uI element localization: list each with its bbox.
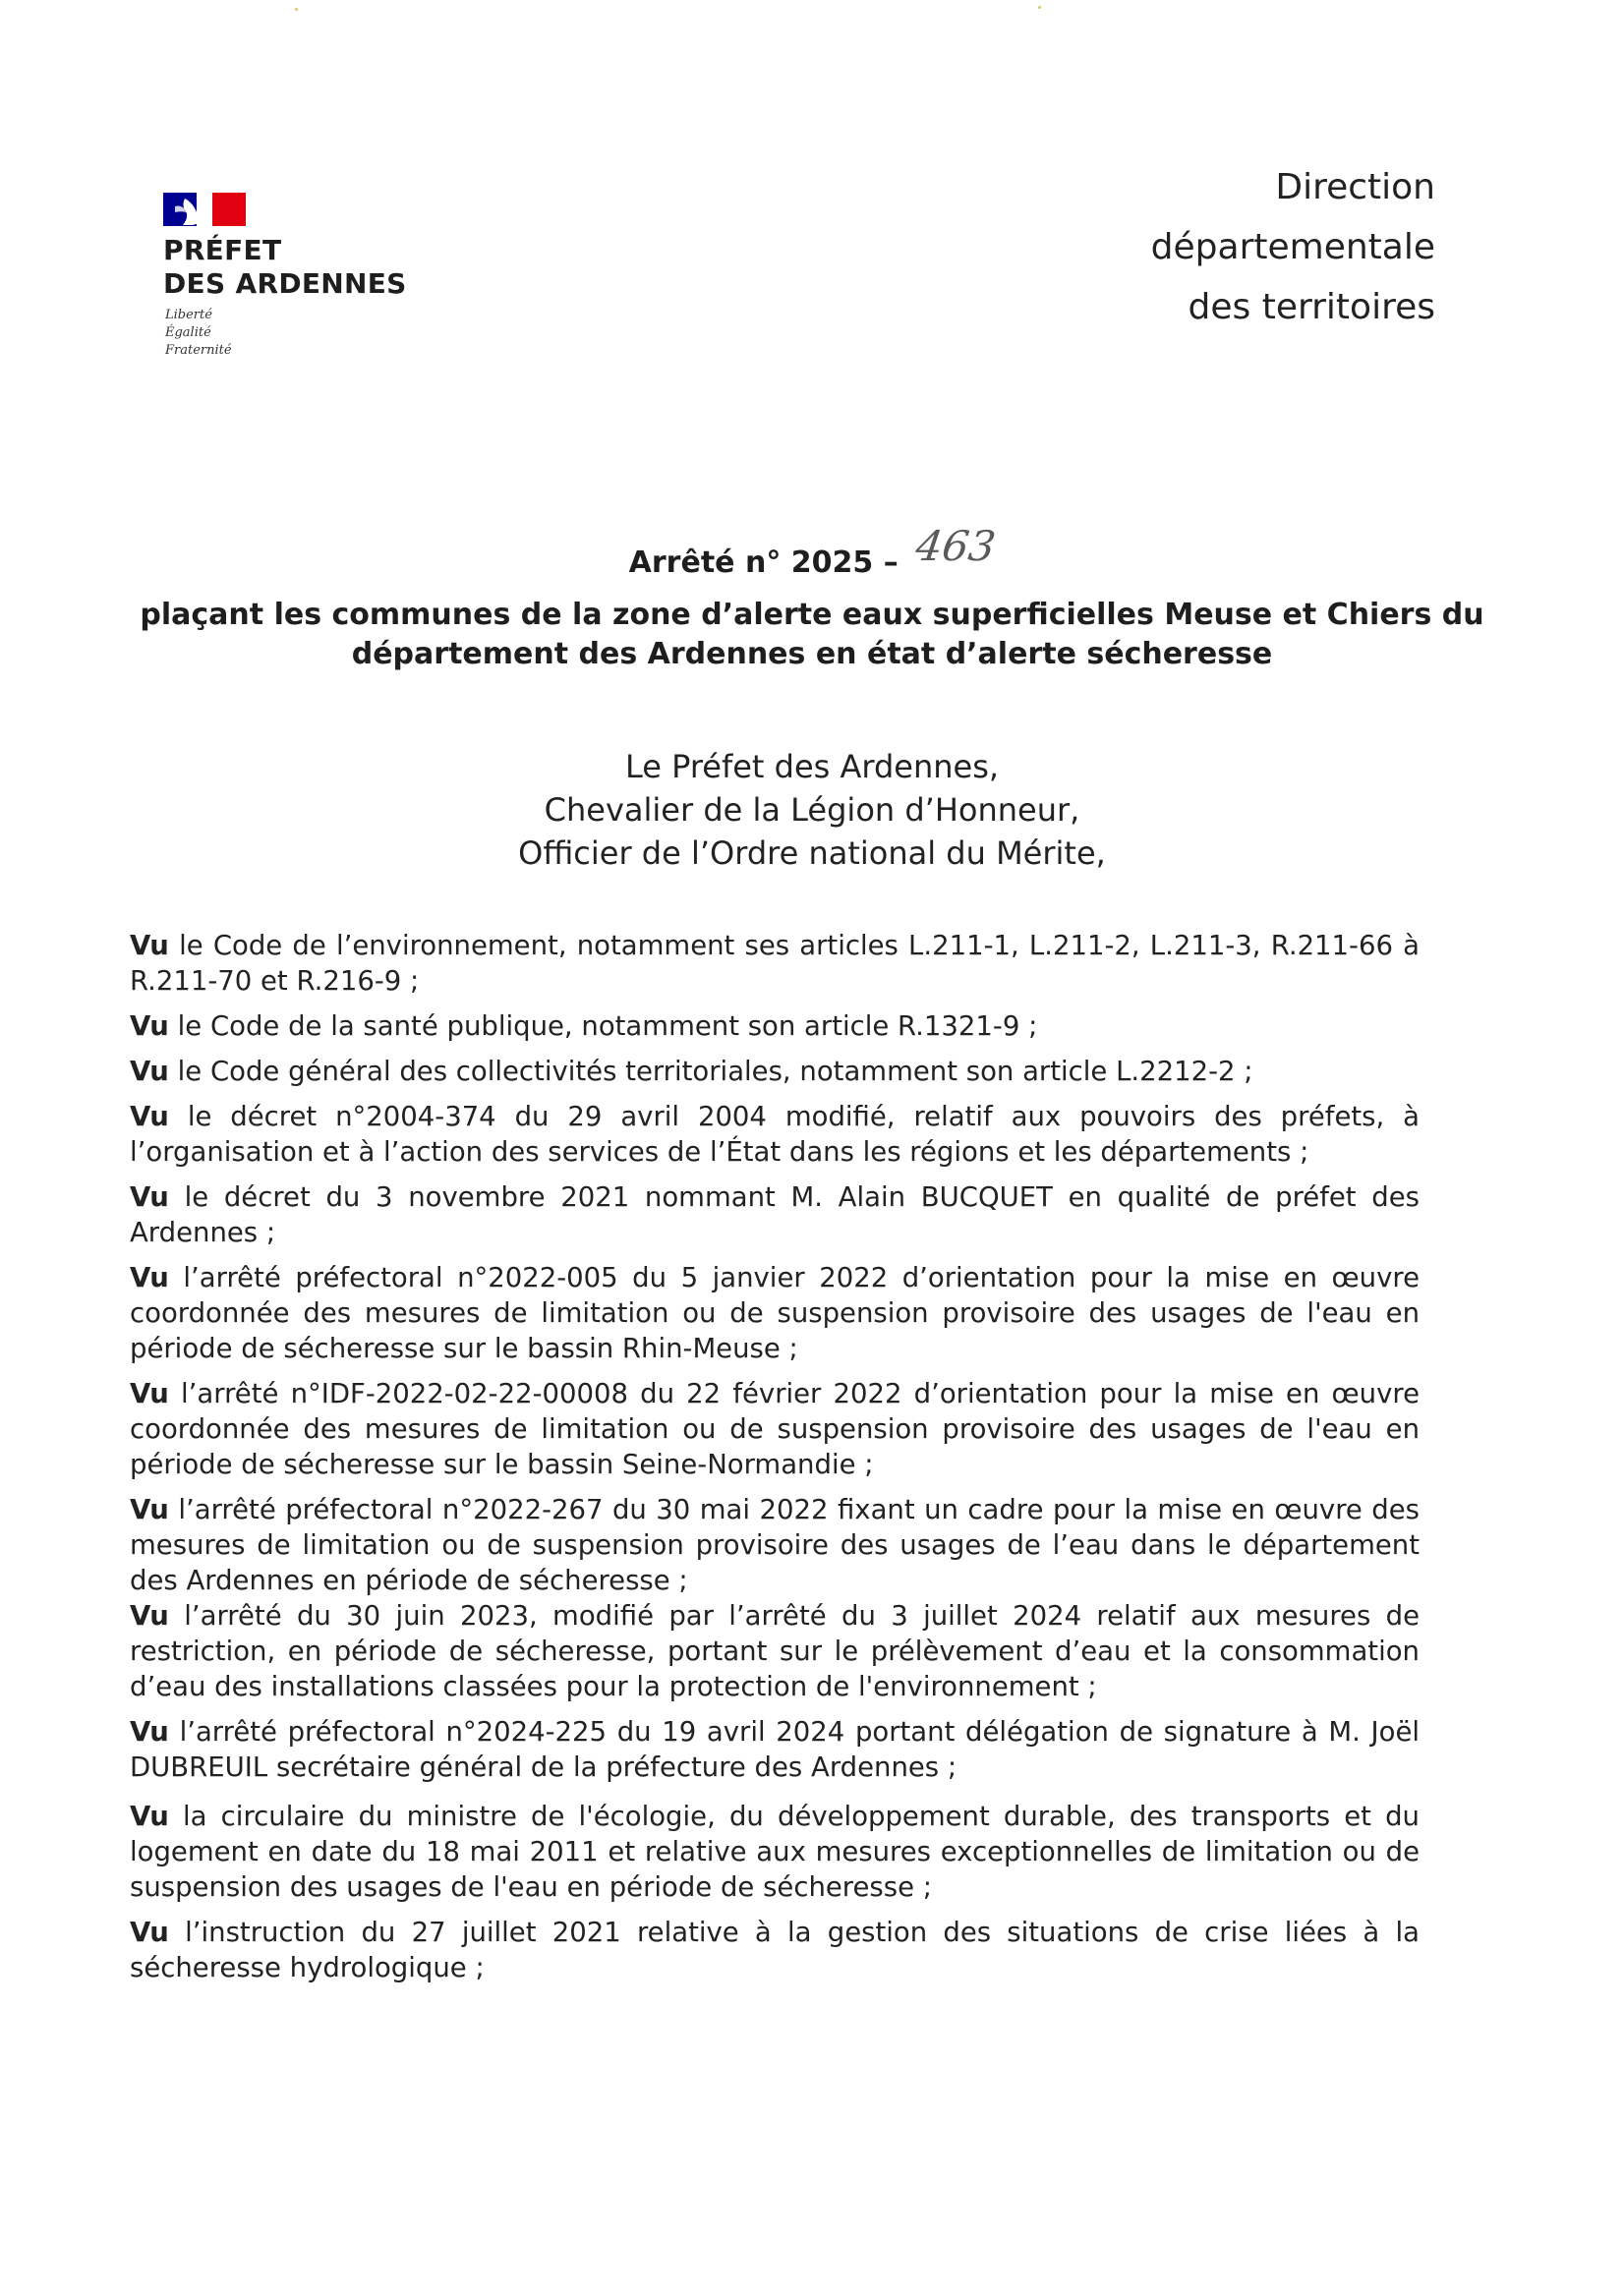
visa-vu-label: Vu — [130, 1600, 169, 1632]
visa-text: l’arrêté préfectoral n°2022-267 du 30 mai 2022 fixant un cadre pour la mise en œuvre des — [178, 1494, 1420, 1525]
visa-text: l’instruction du 27 juillet 2021 relative à la gestion des situations de crise liées à la — [185, 1917, 1420, 1948]
visa-line — [130, 1134, 1420, 1170]
visa-text: l’arrêté du 30 juin 2023, modifié par l’arrêté du 3 juillet 2024 relatif aux mesures de — [184, 1600, 1420, 1632]
visa-text: l’arrêté préfectoral n°2022-005 du 5 janvier 2022 d’orientation pour la mise en œuvre — [183, 1262, 1420, 1293]
visa-vu-label: Vu — [130, 1494, 169, 1525]
visa-line — [130, 1634, 1420, 1669]
visa-paragraph — [130, 1714, 1420, 1785]
visa-line — [130, 1598, 1420, 1634]
handwritten-arrete-number: 463 — [912, 522, 999, 570]
visa-line — [130, 1215, 1420, 1250]
visa-line — [130, 1447, 1420, 1482]
visa-vu-label: Vu — [130, 1101, 169, 1132]
visa-line — [130, 1008, 1420, 1044]
visa-vu-label: Vu — [130, 930, 169, 961]
prefet-identity — [0, 745, 1624, 875]
direction-block — [1151, 157, 1435, 337]
prefet-identity-line3: Officier de l’Ordre national du Mérite, — [518, 834, 1106, 872]
visa-paragraph — [130, 1492, 1420, 1598]
visa-vu-label: Vu — [130, 1181, 169, 1213]
subject-line1: plaçant les communes de la zone d’alerte eaux superficielles Meuse et Chiers du — [140, 598, 1484, 632]
visa-paragraph — [130, 1008, 1420, 1044]
visa-paragraph — [130, 928, 1420, 999]
visa-text: sécheresse hydrologique ; — [130, 1952, 485, 1983]
visa-text: coordonnée des mesures de limitation ou de suspension provisoire des usages de l'eau en — [130, 1297, 1420, 1329]
visa-text: Ardennes ; — [130, 1217, 276, 1248]
prefet-title — [163, 234, 407, 301]
visa-text: des Ardennes en période de sécheresse ; — [130, 1565, 688, 1596]
visa-text: la circulaire du ministre de l'écologie, du développement durable, des transports et du — [183, 1801, 1420, 1832]
visa-line — [130, 1411, 1420, 1447]
visa-paragraph — [130, 1799, 1420, 1905]
visa-line — [130, 1714, 1420, 1750]
visa-text: le décret du 3 novembre 2021 nommant M. Alain BUCQUET en qualité de préfet des — [184, 1181, 1420, 1213]
visa-text: l’organisation et à l’action des services de l’État dans les régions et les départements ; — [130, 1136, 1309, 1168]
visa-line — [130, 1915, 1420, 1950]
visa-text: d’eau des installations classées pour la protection de l'environnement ; — [130, 1671, 1097, 1702]
visa-paragraph — [130, 1179, 1420, 1250]
visa-text: le décret n°2004-374 du 29 avril 2004 modifié, relatif aux pouvoirs des préfets, à — [187, 1101, 1420, 1132]
visa-text: le Code général des collectivités territoriales, notamment son article L.2212-2 ; — [177, 1056, 1253, 1087]
visa-text: l’arrêté préfectoral n°2024-225 du 19 avril 2024 portant délégation de signature à M. Joël — [179, 1716, 1420, 1748]
visa-vu-label: Vu — [130, 1056, 169, 1087]
visa-line — [130, 1869, 1420, 1905]
marianne-logo — [163, 193, 246, 226]
visa-paragraph — [130, 1598, 1420, 1704]
scan-speck — [1038, 6, 1041, 9]
visa-text: période de sécheresse sur le bassin Rhin-Meuse ; — [130, 1333, 798, 1364]
visa-text: coordonnée des mesures de limitation ou de suspension provisoire des usages de l'eau en — [130, 1413, 1420, 1445]
visa-line — [130, 1799, 1420, 1834]
visa-line — [130, 1054, 1420, 1089]
devise-egalite: Égalité — [165, 325, 211, 340]
visa-text: R.211-70 et R.216-9 ; — [130, 965, 420, 997]
direction-line3: des territoires — [1188, 287, 1435, 327]
visa-text: l’arrêté n°IDF-2022-02-22-00008 du 22 février 2022 d’orientation pour la mise en œuvre — [181, 1378, 1420, 1409]
visa-line — [130, 1331, 1420, 1366]
visa-text: période de sécheresse sur le bassin Seine-Normandie ; — [130, 1449, 874, 1480]
visa-line — [130, 1527, 1420, 1563]
visa-paragraph — [130, 1376, 1420, 1482]
direction-line2: départementale — [1150, 227, 1435, 267]
visa-text: logement en date du 18 mai 2011 et relative aux mesures exceptionnelles de limitation ou de — [130, 1836, 1420, 1867]
prefet-title-line1: PRÉFET — [163, 234, 282, 266]
visa-vu-label: Vu — [130, 1716, 169, 1748]
devise — [165, 307, 232, 360]
visa-line — [130, 1492, 1420, 1527]
visa-line — [130, 1834, 1420, 1869]
visa-line — [130, 963, 1420, 999]
visa-paragraph — [130, 1054, 1420, 1089]
arrete-subject — [118, 596, 1506, 674]
visa-text: DUBREUIL secrétaire général de la préfecture des Ardennes ; — [130, 1751, 957, 1783]
visa-text: restriction, en période de sécheresse, portant sur le prélèvement d’eau et la consommation — [130, 1636, 1420, 1667]
visa-vu-label: Vu — [130, 1917, 169, 1948]
visa-line — [130, 1099, 1420, 1134]
scan-speck — [295, 8, 298, 11]
visa-line — [130, 1563, 1420, 1598]
visa-line — [130, 1179, 1420, 1215]
devise-fraternite: Fraternité — [165, 343, 232, 358]
visa-line — [130, 1376, 1420, 1411]
visa-vu-label: Vu — [130, 1010, 169, 1042]
visa-line — [130, 1260, 1420, 1295]
visa-paragraph — [130, 1260, 1420, 1366]
visa-line — [130, 1295, 1420, 1331]
visas-list — [130, 928, 1420, 1985]
visa-vu-label: Vu — [130, 1262, 169, 1293]
visa-paragraph — [130, 1099, 1420, 1170]
visa-text: suspension des usages de l'eau en période de sécheresse ; — [130, 1871, 932, 1903]
visa-text: le Code de la santé publique, notamment son article R.1321-9 ; — [177, 1010, 1038, 1042]
visa-text: mesures de limitation ou de suspension provisoire des usages de l’eau dans le département — [130, 1529, 1420, 1561]
visa-line — [130, 1750, 1420, 1785]
direction-line1: Direction — [1275, 167, 1435, 207]
prefet-title-line2: DES ARDENNES — [163, 267, 407, 300]
visa-line — [130, 1950, 1420, 1985]
prefet-identity-line2: Chevalier de la Légion d’Honneur, — [544, 791, 1080, 829]
prefet-identity-line1: Le Préfet des Ardennes, — [624, 748, 1000, 785]
visa-line — [130, 1669, 1420, 1704]
arrete-number — [0, 522, 1624, 583]
visa-text: le Code de l’environnement, notamment ses articles L.211-1, L.211-2, L.211-3, R.211-66 à — [179, 930, 1420, 961]
subject-line2: département des Ardennes en état d’alerte sécheresse — [351, 637, 1273, 671]
visa-paragraph — [130, 1915, 1420, 1985]
arrete-prefix: Arrêté n° 2025 – — [628, 545, 899, 580]
devise-liberte: Liberté — [165, 308, 212, 322]
visa-vu-label: Vu — [130, 1378, 169, 1409]
visa-vu-label: Vu — [130, 1801, 169, 1832]
visa-line — [130, 928, 1420, 963]
